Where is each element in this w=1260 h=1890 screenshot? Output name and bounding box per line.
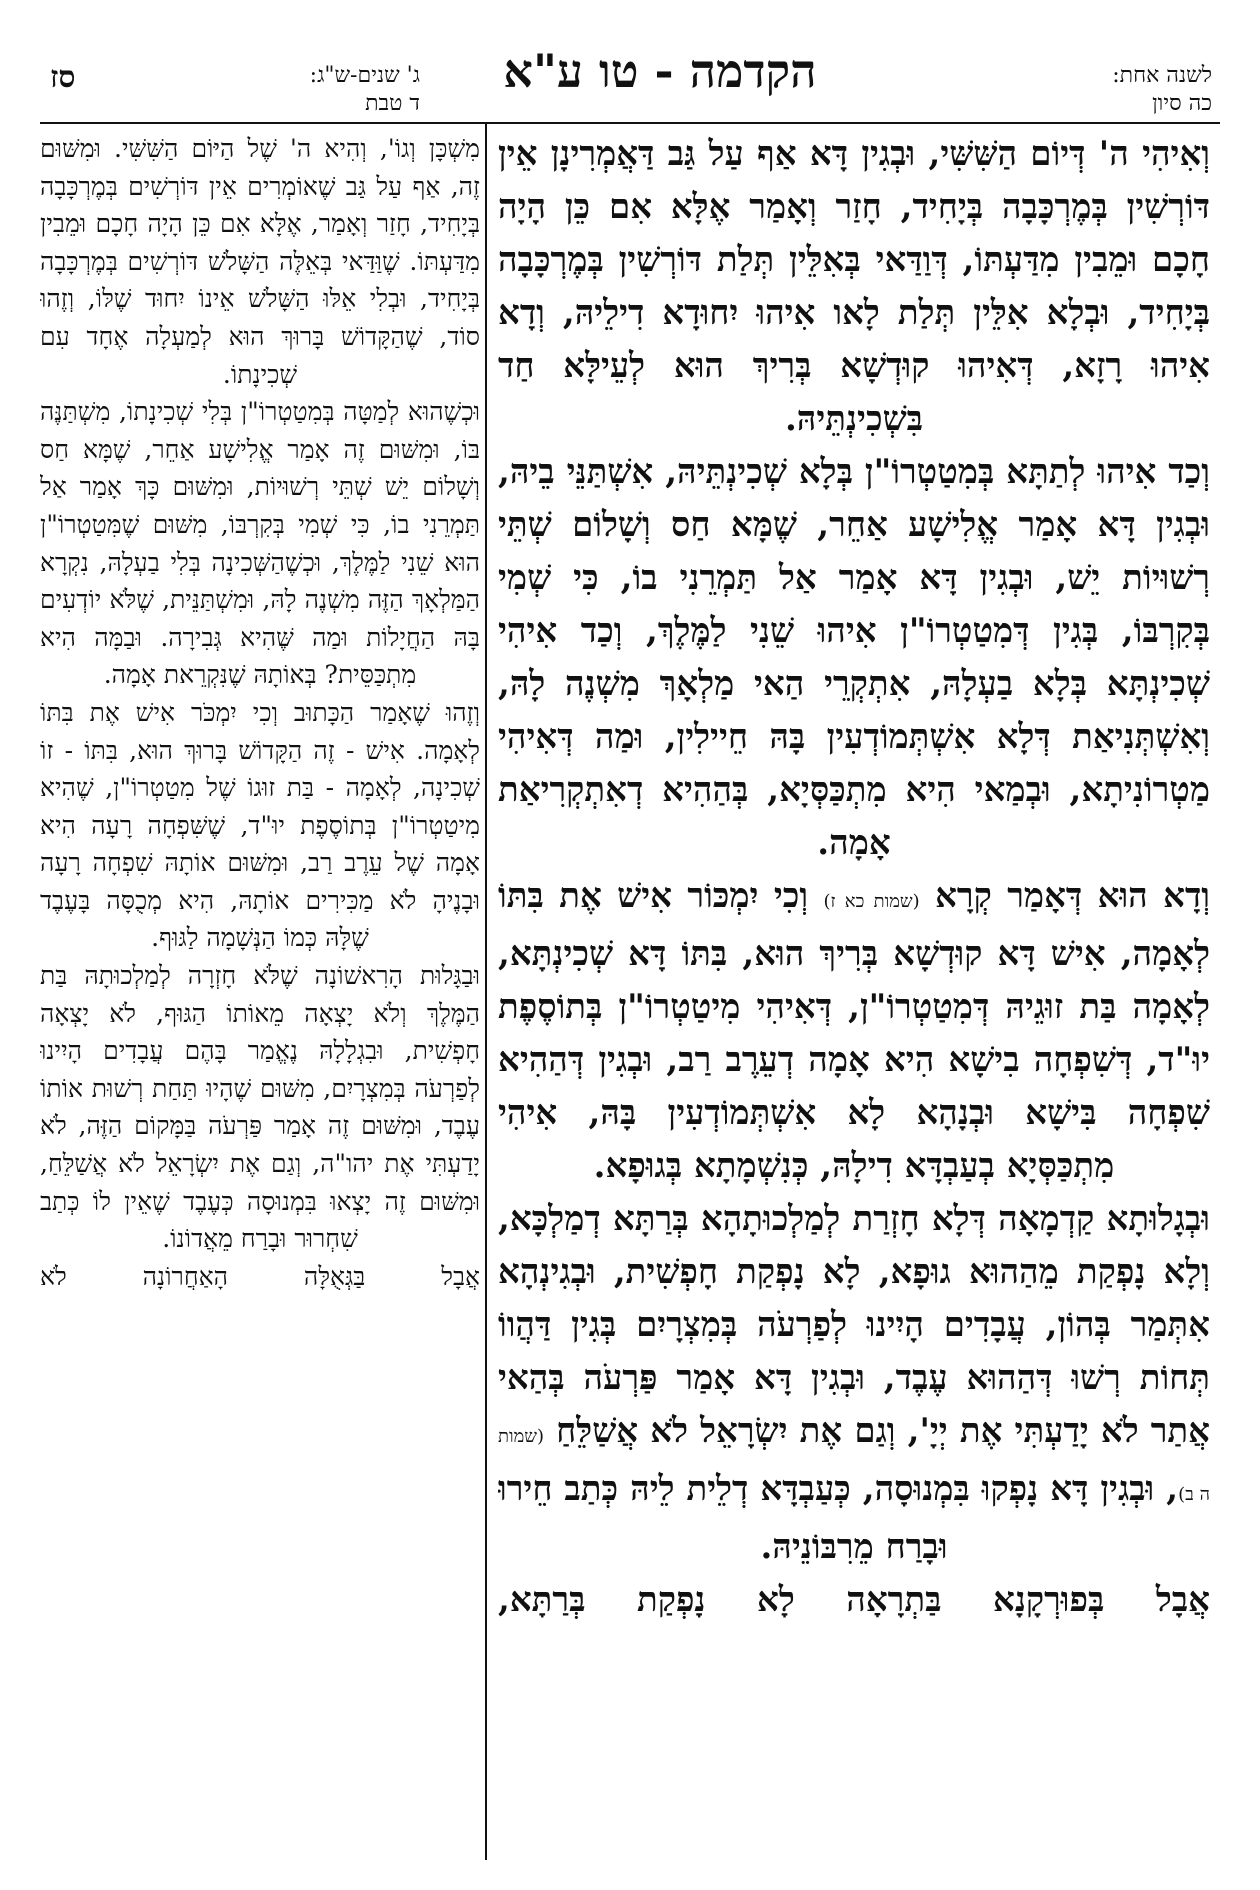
translation-paragraph: וּבַגָּלוּת הָרִאשׁוֹנָה שֶׁלֹּא חָזְרָה לְמַלְכוּתָהּ בַּת הַמֶּלֶךְ וְלֹא יָצְאָה מֵאוֹתוֹ הַגּוּף, לֹא יָצְאָה חָפְשִׁית, וּבִגְלָלָהּ נֶאֱמַר בָּהֶם עֲבָדִים הָיִינוּ לְפַרְעֹה בְּמִצְרָיִם, מִשּׁוּם שֶׁהָיוּ תַּחַת רְשׁוּת אוֹתוֹ עֶבֶד, וּמִשּׁוּם זֶה אָמַר פַּרְעֹה בַּמָּקוֹם הַזֶּה, לֹא יָדַעְתִּי אֶת יהו"ה, וְגַם אֶת יִשְׂרָאֵל לֹא אֲשַׁלֵּחַ, וּמִשּׁוּם זֶה יָצְאוּ בִּמְנוּסָה כְּעֶבֶד שֶׁאֵין לוֹ כְּתַב שִׁחְרוּר וּבָרַח מֵאֲדוֹנוֹ. xyxy=(40,961,480,1254)
main-paragraph: וְדָא הוּא דְּאָמַר קְרָא (שמות כא ז) וְכִי יִמְכּוֹר אִישׁ אֶת בִּתּוֹ לְאָמָה, אִישׁ דָּא קוּדְשָׁא בְּרִיךְ הוּא, בִּתּוֹ דָּא שְׁכִינְתָּא, לְאָמָה בַּת זוּגֵיהּ דְּמִטַטְרוֹ"ן, דְּאִיהִי מִיטַטְרוֹ"ן בְּתוֹסֶפֶת יוּ"ד, דְּשִׁפְחָה בִישָׁא הִיא אָמָה דְעֵרֶב רַב, וּבְגִין דְּהַהִיא שִׁפְחָה בִּישָׁא וּבְנָהָא לָא אִשְׁתְּמוֹדְעִין בָּהּ, אִיהִי מִתְכַּסְּיָא בְעַבְדָּא דִילָהּ, כְּנִשְׁמָתָא בְּגוּפָא. xyxy=(498,876,1210,1186)
main-text-column xyxy=(498,128,1210,1863)
header-left-meta xyxy=(140,62,420,118)
translation-paragraph: וּכְשֶׁהוּא לְמַטָּה בְּמִטַטְרוֹ"ן בְּלִי שְׁכִינָתוֹ, מִשְׁתַּנֶּה בּוֹ, וּמִשּׁוּם זֶה אָמַר אֱלִישָׁע אַחֵר, שֶׁמָּא חַס וְשָׁלוֹם יֵשׁ שְׁתֵּי רְשׁוּיוֹת, וּמִשּׁוּם כָּךְ אָמַר אַל תַּמְרֵנִי בוֹ, כִּי שְׁמִי בְּקִרְבּוֹ, מִשּׁוּם שֶׁמִּטַטְרוֹ"ן הוּא שֵׁנִי לַמֶּלֶךְ, וּכְשֶׁהַשְּׁכִינָה בְּלִי בַעְלָהּ, נִקְרָא הַמַּלְאָךְ הַזֶּה מִשְׁנֶה לָהּ, וּמִשְׁתַּנֵּית, שֶׁלֹּא יוֹדְעִים בָּהּ הַחֲיָלוֹת וּמַה שֶּׁהִיא גְּבִירָה. וּבַמָּה הִיא מִתְכַּסֵּית? בְּאוֹתָהּ שֶׁנִּקְרֵאת אָמָה. xyxy=(40,397,480,690)
header-divider xyxy=(40,122,1220,124)
page-number: סז xyxy=(50,60,76,95)
header-left-meta-line: ד טבת xyxy=(365,91,420,116)
header-right-meta-line: כה סיון xyxy=(1152,91,1212,116)
header-left-meta-line: ג' שנים-ש"ג: xyxy=(309,63,420,88)
page-title: הקדמה - טו ע"א xyxy=(503,44,817,98)
header-right-meta xyxy=(932,62,1212,118)
translation-paragraph: וְזֶהוּ שֶׁאָמַר הַכָּתוּב וְכִי יִמְכֹּר אִישׁ אֶת בִּתּוֹ לְאָמָה. אִישׁ - זֶה הַקָּדוֹשׁ בָּרוּךְ הוּא, בִּתּוֹ - זוֹ שְׁכִינָה, לְאָמָה - בַּת זוּגוֹ שֶׁל מִטַטְרוֹ"ן, שֶׁהִיא מִיטַטְרוֹ"ן בְּתוֹסֶפֶת יוּ"ד, שֶׁשִּׁפְחָה רָעָה הִיא אָמָה שֶׁל עֵרֶב רַב, וּמִשּׁוּם אוֹתָהּ שִׁפְחָה רָעָה וּבָנֶיהָ לֹא מַכִּירִים אוֹתָהּ, הִיא מְכֻסָּה בָּעֶבֶד שֶׁלָּהּ כְּמוֹ הַנְּשָׁמָה לַגּוּף. xyxy=(40,697,480,953)
column-divider xyxy=(485,124,487,1860)
main-paragraph: וְאִיהִי ה' דְּיוֹם הַשִּׁשִּׁי, וּבְגִין דָּא אַף עַל גַּב דַּאֲמְרִינָן אֵין דּוֹרְשִׁין בְּמֶרְכָּבָה בְּיָחִיד, חָזַר וְאָמַר אֶלָּא אִם כֵּן הָיָה חָכָם וּמֵבִין מִדַּעְתּוֹ, דְּוַדַּאי בְּאִלֵּין תְּלַת דּוֹרְשִׁין בְּמֶרְכָּבָה בְּיָחִיד, וּבְלָא אִלֵּין תְּלַת לָאו אִיהוּ יִחוּדָא דִילֵיהּ, וְדָא אִיהוּ רָזָא, דְּאִיהוּ קוּדְשָׁא בְּרִיךְ הוּא לְעֵילָּא חַד בִּשְׁכִינְתֵּיהּ. xyxy=(498,134,1210,439)
main-paragraph: וְכַד אִיהוּ לְתַתָּא בְּמִטַטְרוֹ"ן בְּלָא שְׁכִינְתֵּיהּ, אִשְׁתַּנֵּי בֵיהּ, וּבְגִין דָּא אָמַר אֱלִישָׁע אַחֵר, שֶׁמָּא חַס וְשָׁלוֹם שְׁתֵּי רְשׁוּיוֹת יֵשׁ, וּבְגִין דָּא אָמַר אַל תַּמְרֵנִי בוֹ, כִּי שְׁמִי בְּקִרְבּוֹ, בְּגִין דְּמִטַטְרוֹ"ן אִיהוּ שֵׁנִי לַמֶּלֶךְ, וְכַד אִיהִי שְׁכִינְתָּא בְּלָא בַעְלָהּ, אִתְקְרֵי הַאי מַלְאָךְ מִשְׁנֶה לָהּ, וְאִשְׁתְּנִיאַת דְּלָא אִשְׁתְּמוֹדְעִין בָּהּ חֵיילִין, וּמַה דְּאִיהִי מַטְרוֹנִיתָא, וּבְמַאי הִיא מִתְכַּסְּיָא, בְּהַהִיא דְאִתְקְרִיאַת אָמָה. xyxy=(498,452,1210,863)
scripture-reference: (שמות כא ז) xyxy=(823,891,920,912)
main-paragraph: אֲבָל בְּפוּרְקָנָא בַּתְרָאָה לָא נָפְקַת בְּרַתָּא, xyxy=(498,1580,1210,1620)
main-paragraph: וּבְגָלוּתָא קַדְמָאָה דְּלָא חָזְרַת לְמַלְכוּתָהָא בְּרַתָּא דְמַלְכָּא, וְלָא נָפְקַת מֵהַהוּא גוּפָא, לָא נָפְקַת חָפְשִׁית, וּבְגִינְהָא אִתְּמַר בְּהוֹן, עֲבָדִים הָיִינוּ לְפַרְעֹה בְּמִצְרָיִם בְּגִין דַּהֲווֹ תְּחוֹת רְשׁוּ דְּהַהוּא עֶבֶד, וּבְגִין דָּא אָמַר פַּרְעֹה בְּהַאי אֲתַר לֹא יָדַעְתִּי אֶת יְיָ', וְגַם אֶת יִשְׂרָאֵל לֹא אֲשַׁלֵּחַ (שמות ה ב), וּבְגִין דָּא נָפְקוּ בִּמְנוּסָה, כְּעַבְדָּא דְלֵית לֵיהּ כְּתַב חֵירוּ וּבָרַח מֵרִבּוֹנֵיהּ. xyxy=(498,1199,1210,1567)
translation-column xyxy=(40,130,480,1865)
translation-paragraph: מִשְׁכָּן וְגוֹ', וְהִיא ה' שֶׁל הַיּוֹם הַשִּׁשִּׁי. וּמִשּׁוּם זֶה, אַף עַל גַּב שֶׁאוֹמְרִים אֵין דּוֹרְשִׁים בְּמֶרְכָּבָה בְּיָחִיד, חָזַר וְאָמַר, אֶלָּא אִם כֵּן הָיָה חָכָם וּמֵבִין מִדַּעְתּוֹ. שֶׁוַּדַּאי בְּאֵלֶּה הַשָּׁלֹשׁ דּוֹרְשִׁים בְּמֶרְכָּבָה בְּיָחִיד, וּבְלִי אֵלּוּ הַשָּׁלֹשׁ אֵינוֹ יִחוּד שֶׁלּוֹ, וְזֶהוּ סוֹד, שֶׁהַקָּדוֹשׁ בָּרוּךְ הוּא לְמַעְלָה אֶחָד עִם שְׁכִינָתוֹ. xyxy=(40,134,480,389)
header-right-meta-line: לשנה אחת: xyxy=(1112,63,1212,88)
scripture-reference: (שמות ה ב) xyxy=(498,1426,1210,1505)
translation-paragraph: אֲבָל בַּגְּאֻלָּה הָאַחֲרוֹנָה לֹא xyxy=(40,1261,480,1291)
